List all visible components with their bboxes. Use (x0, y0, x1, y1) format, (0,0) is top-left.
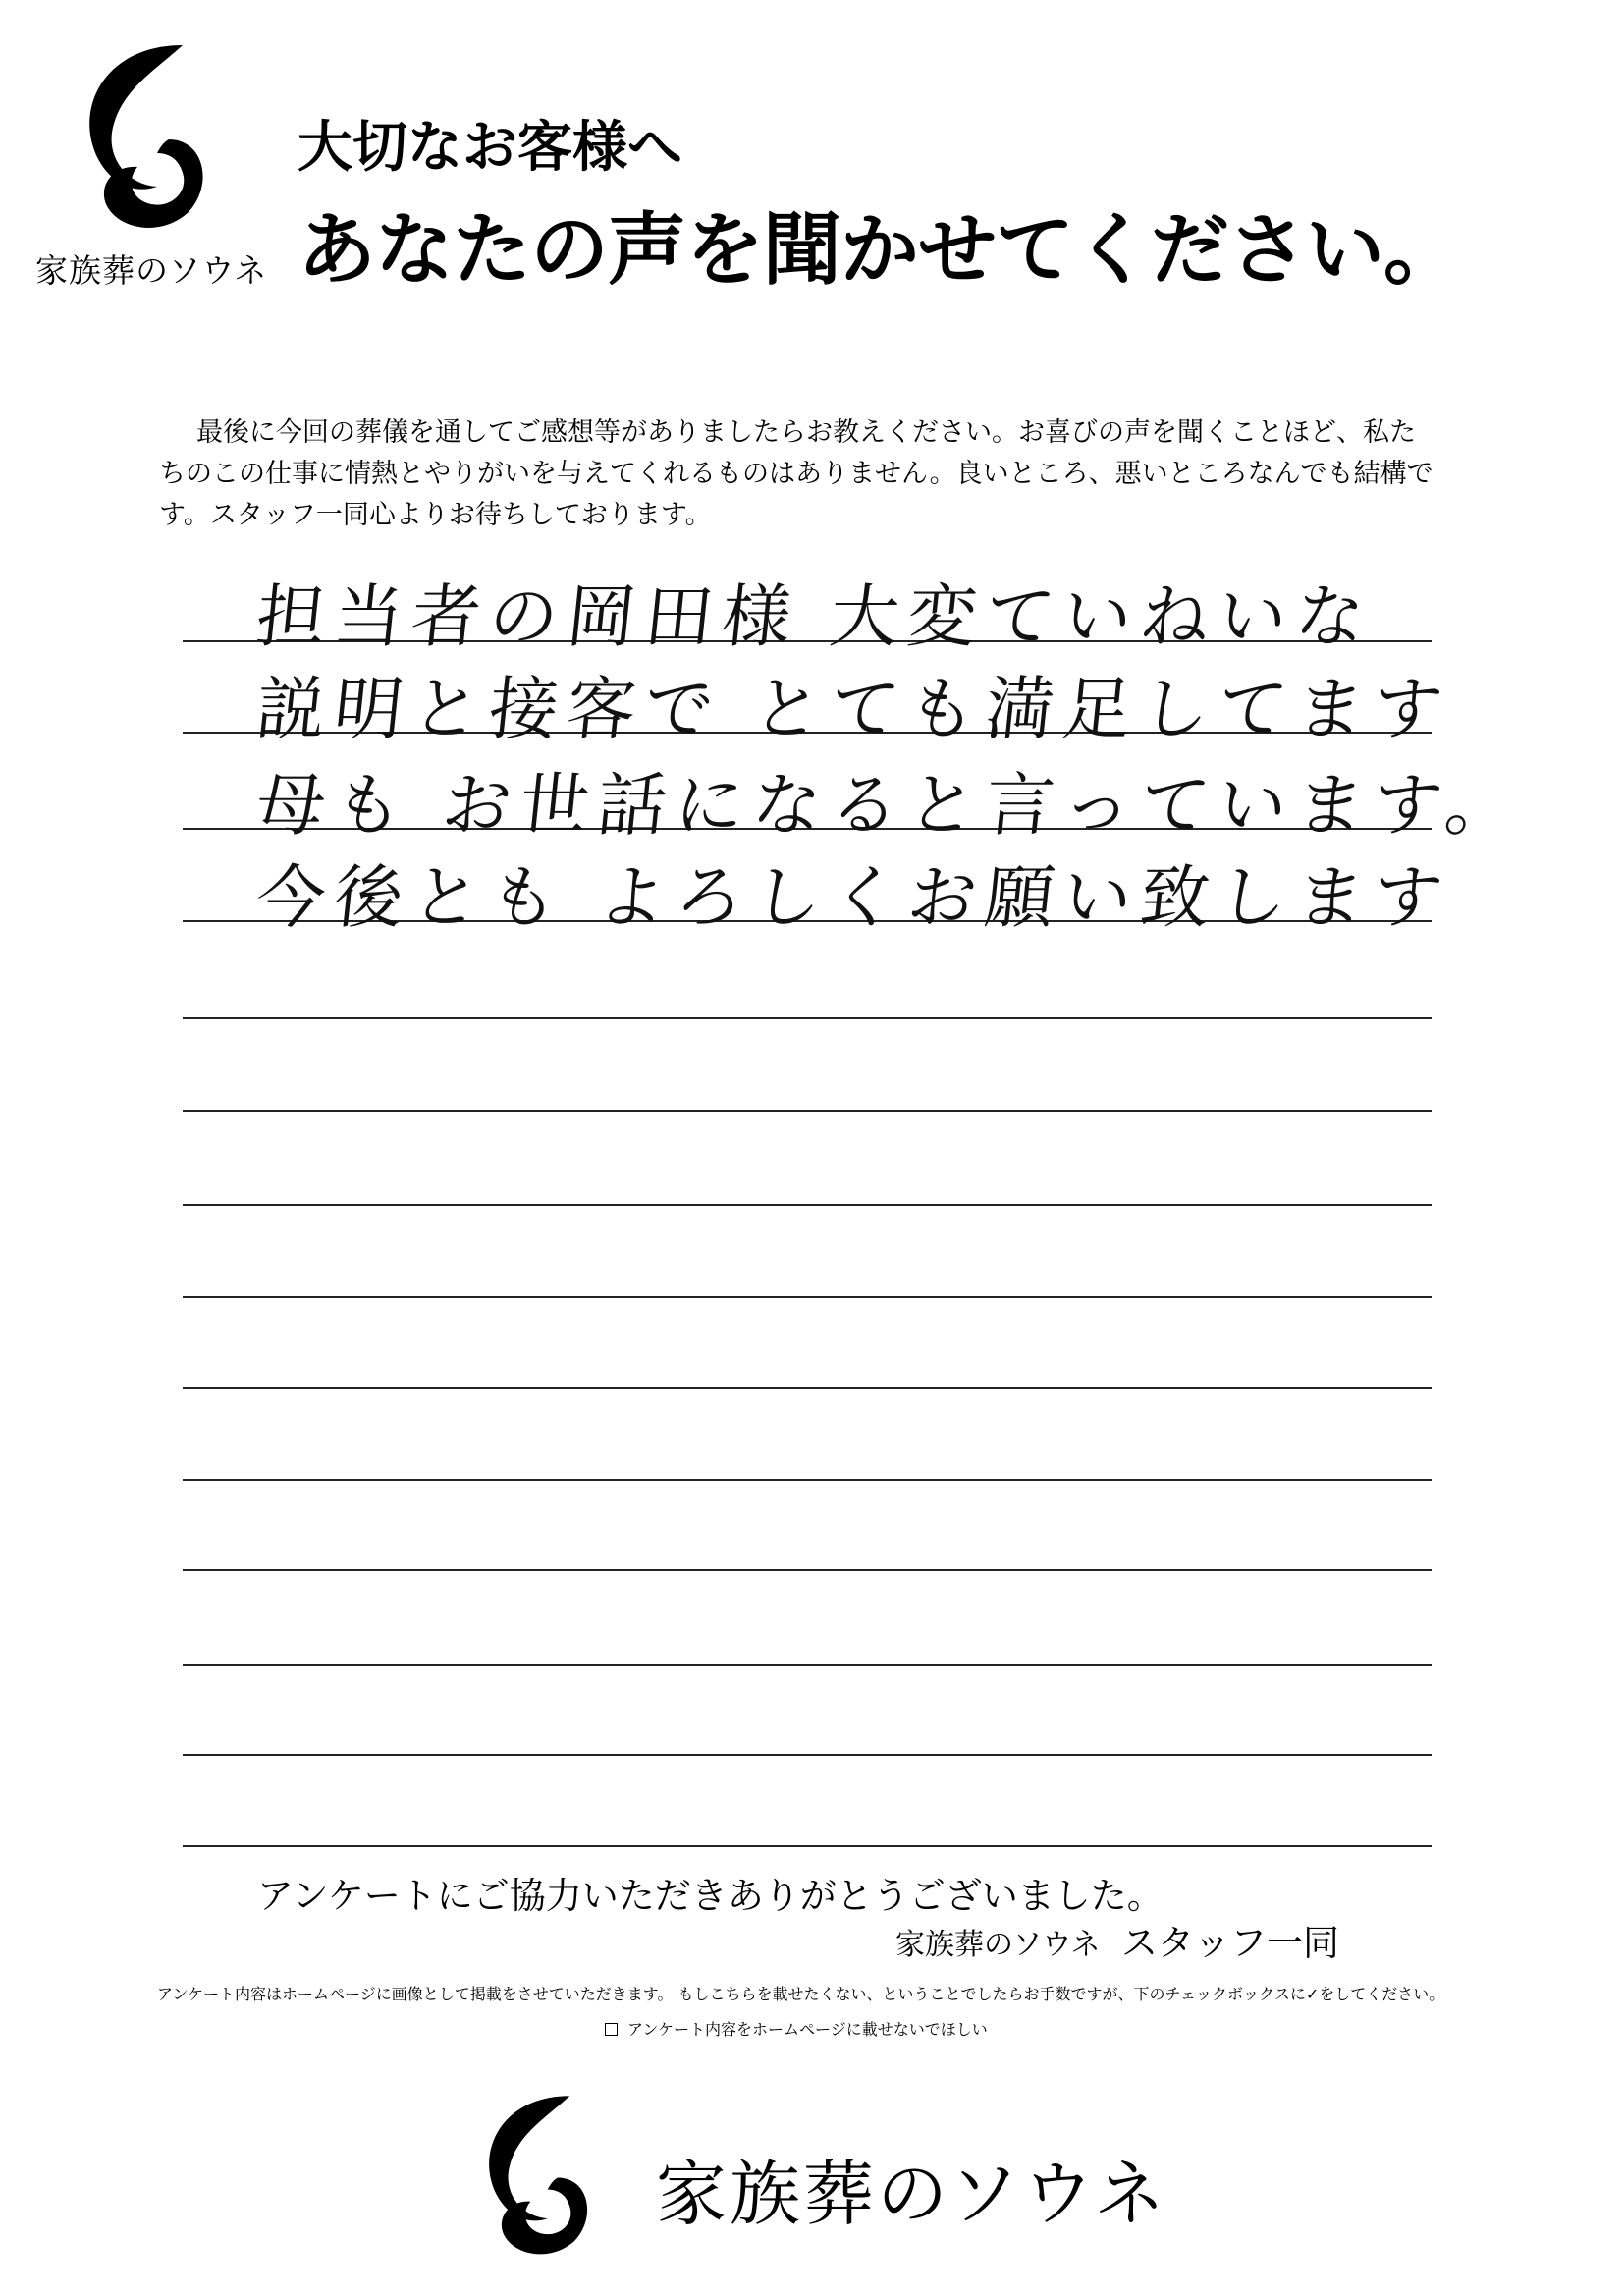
writing-line (183, 1845, 1432, 1847)
swirl-logo-icon (67, 37, 214, 234)
writing-line (183, 1204, 1432, 1206)
writing-line (183, 1296, 1432, 1298)
swirl-logo-icon (469, 2086, 597, 2263)
greeting-heading: 大切なお客様へ (298, 116, 682, 180)
writing-line (183, 1479, 1432, 1481)
writing-line (183, 1754, 1432, 1756)
thanks-message: アンケートにご協力いただきありがとうございました。 (257, 1875, 1164, 1917)
page-title: あなたの声を聞かせてください。 (298, 204, 1461, 296)
opt-out-checkbox[interactable] (605, 2023, 618, 2036)
publish-notice: アンケート内容はホームページに画像として掲載をさせていただきます。 もしこちらを載せたくない、ということでしたらお手数ですが、下のチェックボックスに✓をしてください。 (157, 1985, 1445, 2003)
writing-line (183, 1664, 1432, 1666)
brand-name-top: 家族葬のソウネ (35, 251, 268, 290)
handwritten-line-2: 説明と接客で とても満足してます (252, 669, 1455, 749)
handwritten-line-1: 担当者の岡田様 大変ていねいな (252, 576, 1378, 657)
writing-line (183, 1387, 1432, 1389)
handwritten-line-3: 母も お世話になると言っています。 (252, 765, 1528, 846)
writing-line (183, 1569, 1432, 1571)
handwritten-line-4: 今後とも よろしくお願い致します (252, 857, 1455, 938)
intro-paragraph: 最後に今回の葬儀を通してご感想等がありましたらお教えください。お喜びの声を聞くことほど、私たちのこの仕事に情熱とやりがいを与えてくれるものはありません。良いところ、悪いところなんでも結構です。スタッフ一同心よりお待ちしております。 (159, 417, 1434, 530)
writing-line (183, 1017, 1432, 1019)
writing-line (183, 1110, 1432, 1112)
opt-out-row (605, 2017, 988, 2040)
brand-name-bottom: 家族葬のソウネ (656, 2153, 1168, 2235)
opt-out-label: アンケート内容をホームページに載せないでほしい (627, 2020, 988, 2039)
signature-staff: スタッフ一同 (1121, 1922, 1339, 1964)
signature-company: 家族葬のソウネ (895, 1928, 1101, 1962)
